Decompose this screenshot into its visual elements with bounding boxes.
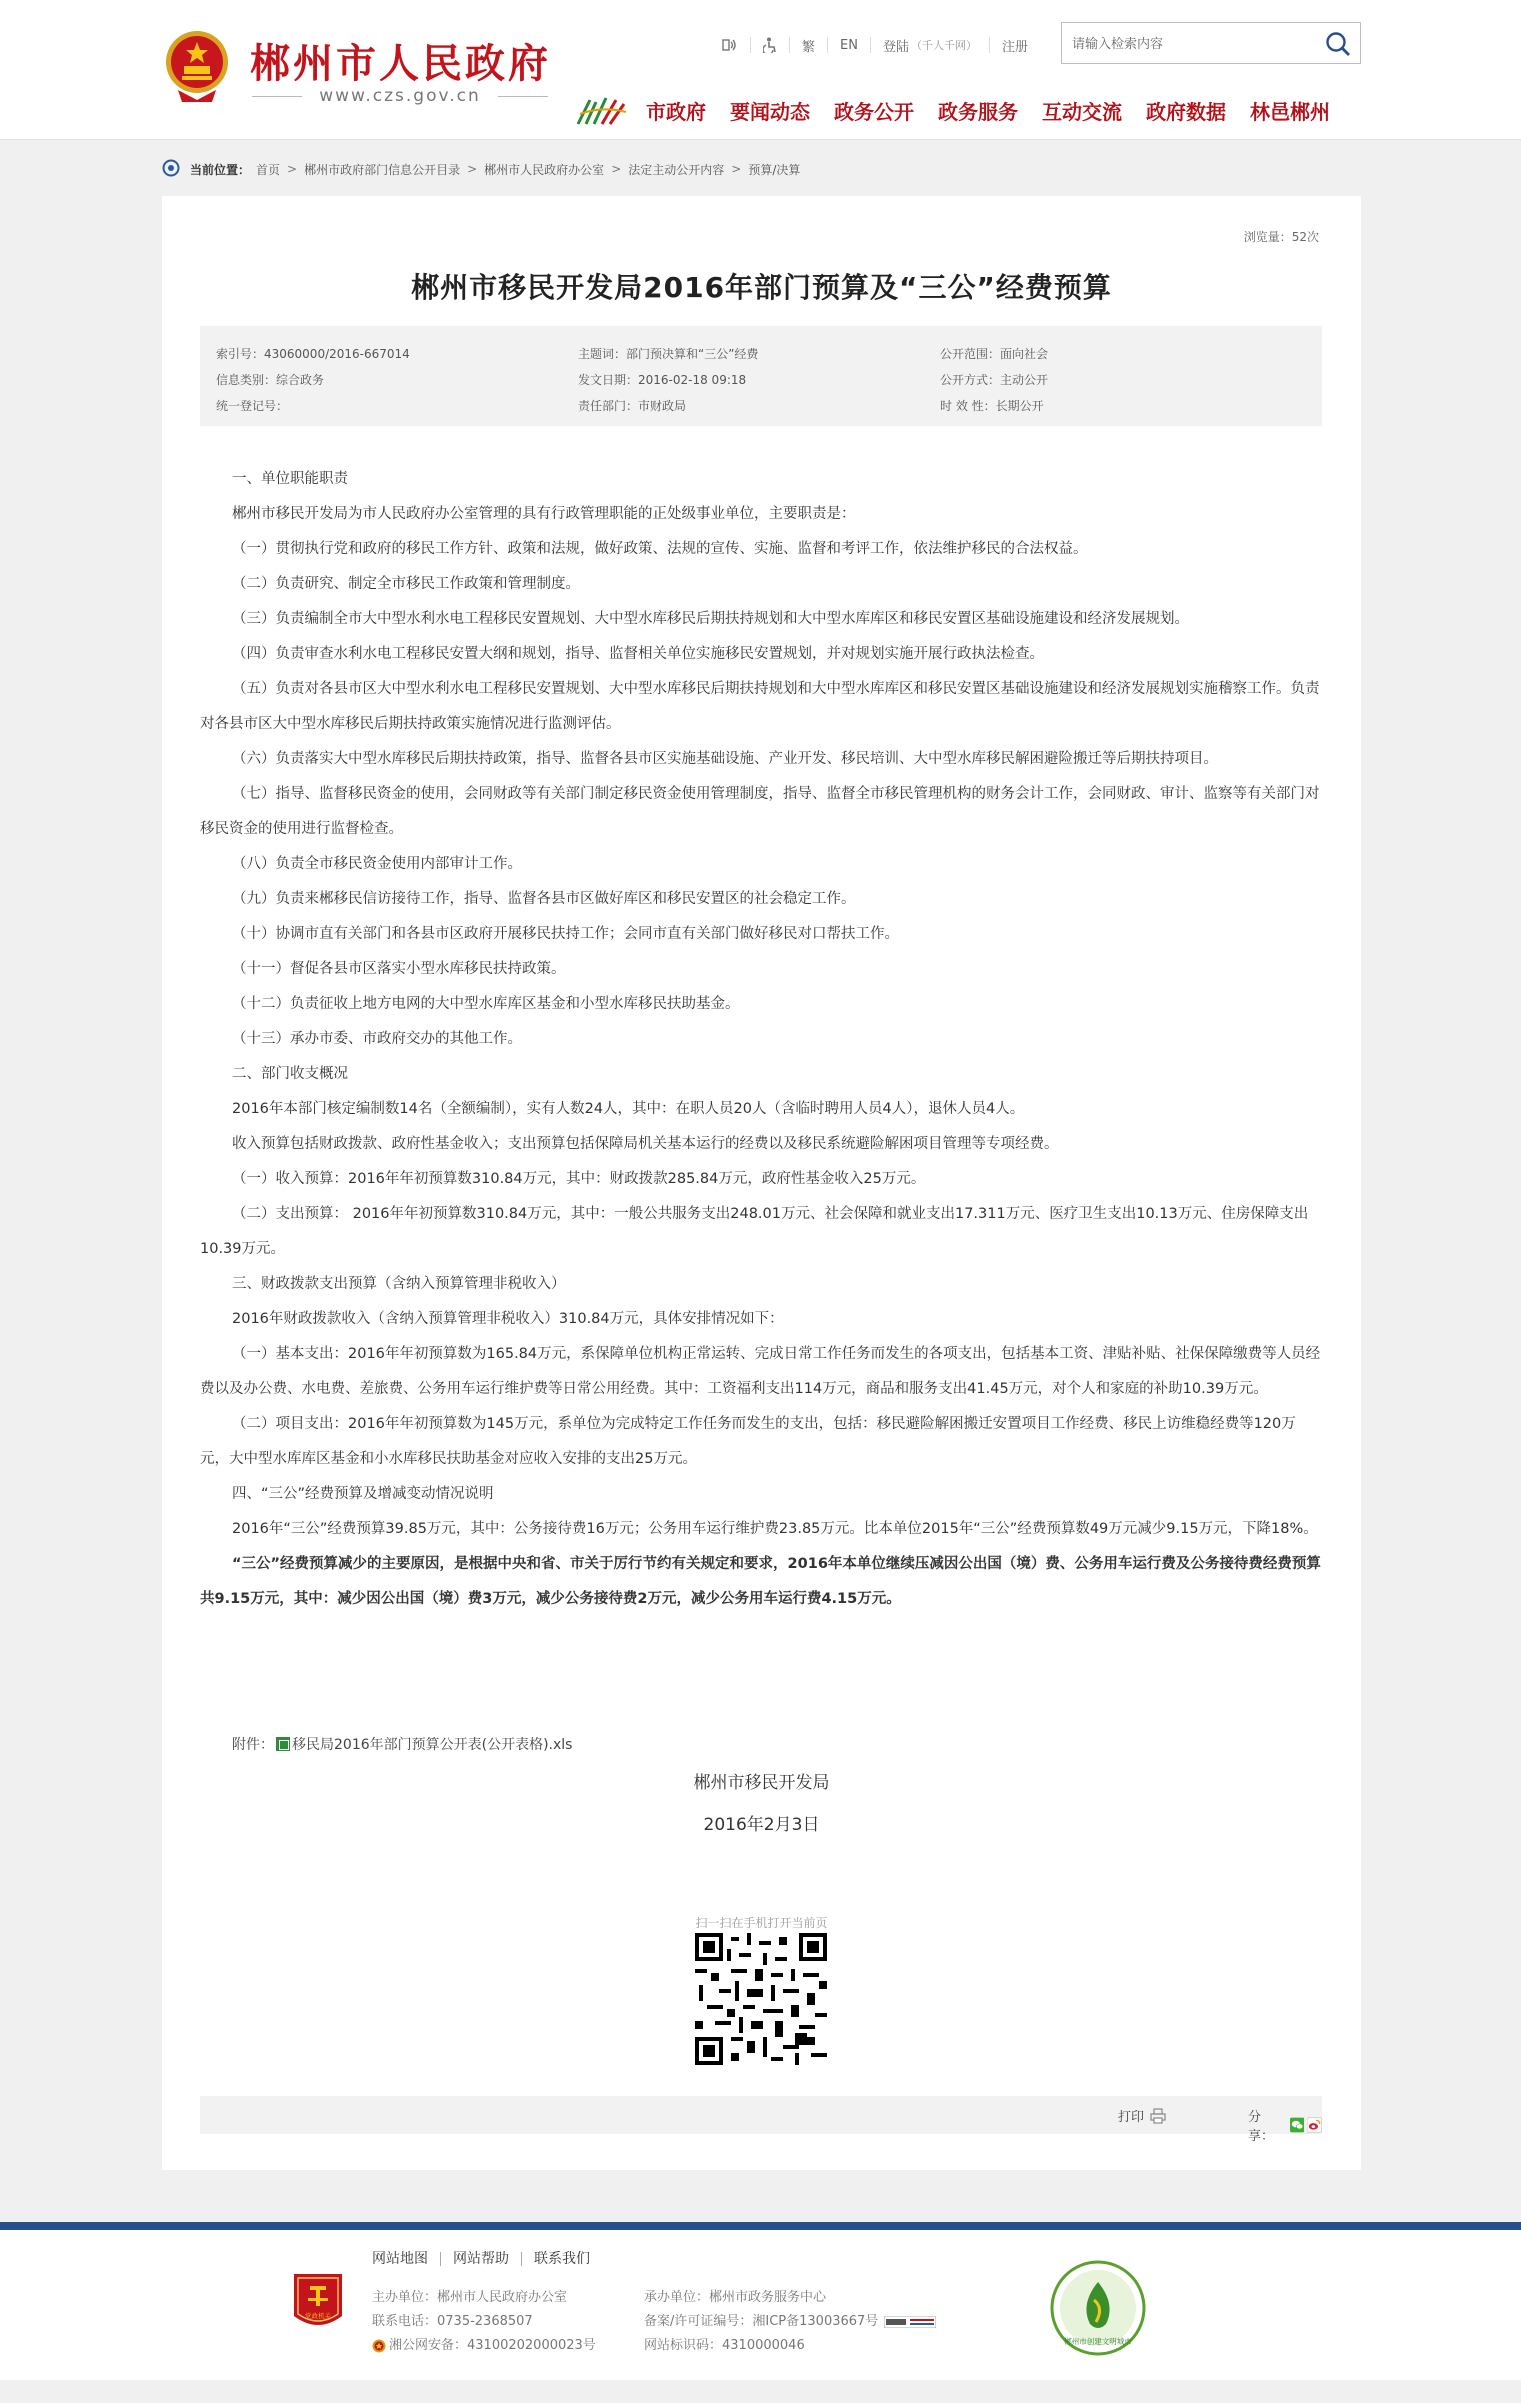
search-icon[interactable] [1324, 30, 1352, 58]
search-box [1061, 22, 1361, 64]
article-paragraph: （七）指导、监督移民资金的使用，会同财政等有关部门制定移民资金使用管理制度，指导、监督全市移民管理机构的财务会计工作，会同财政、审计、监察等有关部门对移民资金的使用进行监督检查。 [200, 786, 1320, 837]
attachment: 附件： 移民局2016年部门预算公开表(公开表格).xls [232, 1734, 572, 1754]
article-paragraph: 三、财政拨款支出预算（含纳入预算管理非税收入） [232, 1276, 566, 1292]
article-paragraph: 2016年“三公”经费预算39.85万元，其中：公务接待费16万元；公务用车运行维护费23.85万元。比本单位2015年“三公”经费预算数49万元减少9.15万元，下降18%。 [232, 1521, 1318, 1537]
article-paragraph: （三）负责编制全市大中型水利水电工程移民安置规划、大中型水库移民后期扶持规划和大中型水库库区和移民安置区基础设施建设和经济发展规划。 [232, 611, 1189, 627]
footer-divider [0, 2222, 1521, 2230]
footer-host: 主办单位：郴州市人民政府办公室 [372, 2290, 568, 2305]
article-meta [200, 326, 1322, 426]
article-paragraph: 2016年财政拨款收入（含纳入预算管理非税收入）310.84万元，具体安排情况如下： [232, 1311, 784, 1327]
signature-date: 2016年2月3日 [703, 1815, 820, 1835]
footer-police-record[interactable]: 湘公网安备：43100202000023号 [372, 2334, 596, 2358]
article-paragraph: 2016年本部门核定编制数14名（全额编制），实有人数24人，其中：在职人员20人（含临时聘用人员4人），退休人员4人。 [232, 1101, 1025, 1117]
share-bar [200, 2096, 1322, 2144]
meta-category: 信息类别：综合政务 [216, 372, 325, 387]
footer-undertake: 承办单位：郴州市政务服务中心 [644, 2290, 827, 2305]
footer-phone: 联系电话：0735-2368507 [372, 2314, 533, 2329]
site-footer [0, 2230, 1521, 2380]
accessibility-icon[interactable] [750, 37, 789, 53]
site-header [0, 0, 1521, 140]
qr-label: 扫一扫在手机打开当前页 [695, 1916, 828, 1930]
breadcrumb: 当前位置： 首页 > 郴州市政府部门信息公开目录 > 郴州市人民政府办公室 > 法定主动公开内容 > 预算/决算 [162, 158, 800, 180]
qr-code [695, 1933, 827, 2065]
weibo-share-icon[interactable] [1307, 2117, 1322, 2133]
breadcrumb-item[interactable]: 郴州市政府部门信息公开目录 [304, 162, 461, 177]
meta-scope: 公开范围：面向社会 [940, 346, 1049, 361]
main-nav [646, 96, 1330, 125]
breadcrumb-item[interactable]: 郴州市人民政府办公室 [484, 162, 605, 177]
breadcrumb-item[interactable]: 法定主动公开内容 [628, 162, 725, 177]
search-input[interactable] [1072, 33, 1312, 55]
traditional-chinese-link[interactable]: 繁 [789, 37, 827, 53]
article-paragraph: （八）负责全市移民资金使用内部审计工作。 [232, 856, 522, 872]
site-title[interactable]: 郴州市人民政府 [250, 40, 551, 87]
nav-item[interactable]: 要闻动态 [730, 100, 810, 124]
meta-subject: 主题词：部门预决算和“三公”经费 [578, 346, 759, 361]
page-title: 郴州市移民开发局2016年部门预算及“三公”经费预算 [411, 271, 1112, 304]
article-paragraph: 二、部门收支概况 [232, 1066, 348, 1082]
wechat-share-icon[interactable] [1290, 2117, 1305, 2133]
footer-site-code: 网站标识码：4310000046 [644, 2338, 805, 2353]
share-group: 分享： [1248, 2106, 1322, 2144]
article-paragraph: （五）负责对各县市区大中型水利水电工程移民安置规划、大中型水库移民后期扶持规划和大中型水库库区和移民安置区基础设施建设和经济发展规划实施稽察工作。负责对各县市区大中型水库移民后期扶持政策实施情况进行监测评估。 [200, 681, 1320, 732]
footer-icp[interactable]: 备案/许可证编号：湘ICP备13003667号 [644, 2310, 1004, 2334]
location-pin-icon [162, 159, 180, 179]
footer-info [372, 2286, 879, 2358]
article-paragraph: 四、“三公”经费预算及增减变动情况说明 [232, 1486, 494, 1502]
attachment-link[interactable]: 移民局2016年部门预算公开表(公开表格).xls [292, 1737, 573, 1753]
article-paragraph: （十一）督促各县市区落实小型水库移民扶持政策。 [232, 961, 566, 977]
view-count: 浏览量：52次 [1243, 230, 1319, 244]
article-paragraph: （六）负责落实大中型水库移民后期扶持政策，指导、监督各县市区实施基础设施、产业开发、移民培训、大中型水库移民解困避险搬迁等后期扶持项目。 [232, 751, 1218, 767]
meta-date: 发文日期：2016-02-18 09:18 [578, 372, 747, 387]
article-paragraph: 收入预算包括财政拨款、政府性基金收入；支出预算包括保障局机关基本运行的经费以及移民系统避险解困项目管理等专项经费。 [232, 1136, 1059, 1152]
nav-item[interactable]: 林邑郴州 [1250, 100, 1330, 124]
nav-item[interactable]: 政务公开 [834, 100, 914, 124]
article-paragraph: （十三）承办市委、市政府交办的其他工作。 [232, 1031, 522, 1047]
meta-method: 公开方式：主动公开 [940, 372, 1049, 387]
linyi-logo-icon [576, 94, 628, 128]
site-url: www.czs.gov.cn [252, 86, 548, 106]
article-paragraph: （二）项目支出：2016年年初预算数为145万元，系单位为完成特定工作任务而发生的支出，包括：移民避险解困搬迁安置项目工作经费、移民上访维稳经费等120万元，大中型水库库区基金和小水库移民扶助基金对应收入安排的支出25万元。 [200, 1416, 1296, 1467]
signature-org: 郴州市移民开发局 [693, 1773, 830, 1793]
audio-icon[interactable] [722, 37, 750, 53]
police-badge-icon [372, 2339, 386, 2353]
svg-text:党政机关: 党政机关 [305, 2312, 331, 2320]
article-body [200, 462, 1322, 1617]
login-link[interactable]: 登陆 （千人千网） [870, 37, 989, 53]
breadcrumb-item[interactable]: 预算/决算 [748, 162, 801, 177]
article-paragraph: （一）贯彻执行党和政府的移民工作方针、政策和法规，做好政策、法规的宣传、实施、监督和考评工作，依法维护移民的合法权益。 [232, 541, 1088, 557]
footer-bottom-strip [0, 2380, 1521, 2403]
national-emblem-icon [164, 28, 230, 106]
meta-validity: 时 效 性：长期公开 [940, 398, 1044, 413]
nav-item[interactable]: 互动交流 [1042, 100, 1122, 124]
article-paragraph: （一）基本支出：2016年年初预算数为165.84万元，系保障单位机构正常运转、完成日常工作任务而发生的各项支出，包括基本工资、津贴补贴、社保保障缴费等人员经费以及办公费、水电费、差旅费、公务用车运行维护费等日常公用经费。其中：工资福利支出114万元，商品和服务支出41.45万元，对个人和家庭的补助10.39万元。 [200, 1346, 1321, 1397]
footer-link[interactable]: 网站帮助 [440, 2252, 521, 2266]
meta-index-no: 索引号：43060000/2016-667014 [216, 346, 410, 361]
article-card [162, 196, 1361, 2170]
article-paragraph: （十）协调市直有关部门和各县市区政府开展移民扶持工作；会同市直有关部门做好移民对口帮扶工作。 [232, 926, 899, 942]
svg-text:郴州市创建文明城市: 郴州市创建文明城市 [1064, 2337, 1132, 2346]
footer-links [372, 2252, 602, 2266]
meta-reg-no: 统一登记号： [216, 398, 289, 413]
excel-file-icon [276, 1737, 290, 1751]
gov-mark-icon [884, 2316, 936, 2328]
article-paragraph: 郴州市移民开发局为市人民政府办公室管理的具有行政管理职能的正处级事业单位，主要职责是： [232, 506, 856, 522]
register-link[interactable]: 注册 [989, 37, 1040, 53]
breadcrumb-item[interactable]: 首页 [256, 162, 281, 177]
breadcrumb-label: 当前位置： [190, 162, 251, 177]
nav-item[interactable]: 政府数据 [1146, 100, 1226, 124]
article-paragraph: （四）负责审查水利水电工程移民安置大纲和规划，指导、监督相关单位实施移民安置规划，并对规划实施开展行政执法检查。 [232, 646, 1044, 662]
article-paragraph: （二）负责研究、制定全市移民工作政策和管理制度。 [232, 576, 580, 592]
article-paragraph: （一）收入预算：2016年年初预算数310.84万元，其中：财政拨款285.84万元，政府性基金收入25万元。 [232, 1171, 926, 1187]
civilized-city-badge-icon[interactable] [1050, 2260, 1146, 2356]
article-paragraph: “三公”经费预算减少的主要原因，是根据中央和省、市关于厉行节约有关规定和要求，2016年本单位继续压减因公出国（境）费、公务用车运行费及公务接待费经费预算共9.15万元，其中：减少因公出国（境）费3万元，减少公务接待费2万元，减少公务用车运行费4.15万元。 [200, 1556, 1321, 1607]
nav-item[interactable]: 政务服务 [938, 100, 1018, 124]
article-paragraph: （二）支出预算： 2016年年初预算数310.84万元，其中：一般公共服务支出248.01万元、社会保障和就业支出17.311万元、医疗卫生支出10.13万元、住房保障支出10.39万元。 [200, 1206, 1309, 1257]
english-link[interactable]: EN [827, 37, 870, 53]
top-toolbar [722, 34, 1040, 56]
nav-item[interactable]: 市政府 [646, 100, 706, 124]
article-paragraph: （九）负责来郴移民信访接待工作，指导、监督各县市区做好库区和移民安置区的社会稳定工作。 [232, 891, 856, 907]
printer-icon [1150, 2108, 1166, 2124]
meta-dept: 责任部门：市财政局 [578, 398, 687, 413]
article-paragraph: 一、单位职能职责 [232, 471, 348, 487]
party-government-badge-icon[interactable] [292, 2272, 344, 2334]
footer-link[interactable]: 联系我们 [521, 2252, 602, 2266]
article-paragraph: （十二）负责征收上地方电网的大中型水库库区基金和小型水库移民扶助基金。 [232, 996, 740, 1012]
footer-link[interactable]: 网站地图 [372, 2251, 428, 2267]
print-button[interactable]: 打印 [1118, 2106, 1166, 2125]
